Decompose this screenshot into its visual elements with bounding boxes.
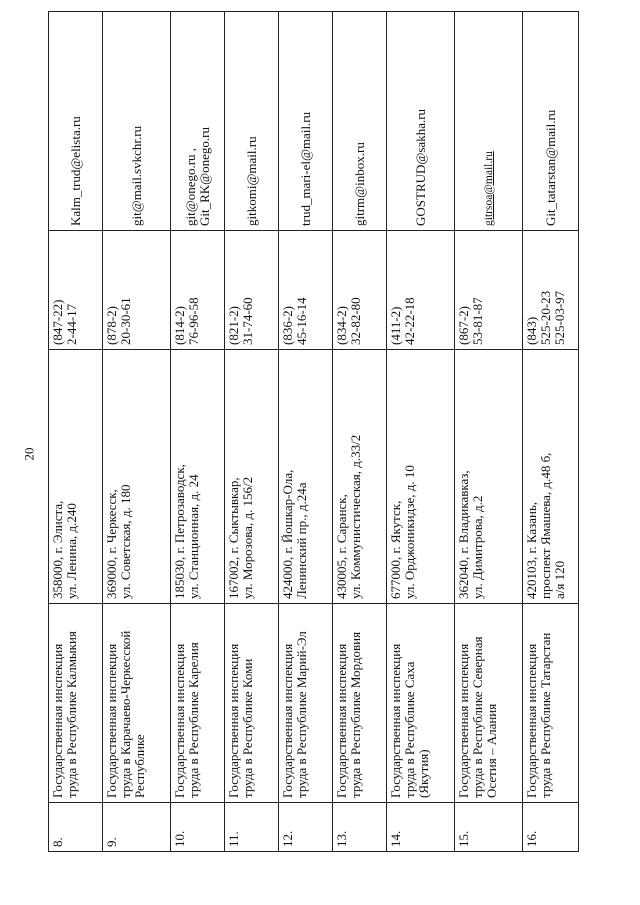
row-number-cell — [279, 803, 333, 852]
inspection-name-line: труда в Республике Мордовия — [348, 631, 363, 798]
inspection-name-cell — [49, 604, 103, 803]
inspection-name-line: Государственная инспекция — [334, 643, 349, 798]
email-cell — [225, 12, 279, 231]
email-cell — [523, 12, 579, 231]
email-cell — [333, 12, 387, 231]
address-cell — [523, 350, 579, 604]
inspection-name-line: Государственная инспекция — [104, 643, 119, 798]
address-line: ул. Станционная, д. 24 — [186, 474, 201, 599]
table-row — [387, 12, 455, 852]
phone-line: 525-20-23 — [538, 290, 553, 345]
phone-cell — [333, 231, 387, 350]
address-line: 185030, г. Петрозаводск, — [172, 464, 187, 599]
inspection-name-line: Осетия – Алания — [484, 703, 499, 798]
address-cell — [171, 350, 225, 604]
table-row — [455, 12, 523, 852]
phone-line: 525-03-97 — [552, 290, 567, 345]
phone-cell — [279, 231, 333, 350]
email-cell — [387, 12, 455, 231]
row-number-cell — [171, 803, 225, 852]
inspection-name-line: (Якутия) — [416, 749, 431, 798]
phone-line: 2-44-17 — [64, 303, 79, 345]
address-cell — [279, 350, 333, 604]
row-number-cell — [523, 803, 579, 852]
phone-line: (867-2) — [456, 306, 471, 345]
email-cell — [171, 12, 225, 231]
row-number: 15. — [456, 830, 471, 847]
row-number: 8. — [50, 837, 65, 847]
phone-line: 53-81-87 — [470, 297, 485, 345]
email-cell — [455, 12, 523, 231]
phone-line: (847-22) — [50, 299, 65, 345]
row-number-cell — [455, 803, 523, 852]
address-line: ул. Коммунистическая, д.33/2 — [348, 434, 363, 599]
inspection-name-line: труда в Карачаево-Черкесской — [118, 630, 133, 798]
email-line[interactable]: gitrm@inbox.ru — [351, 142, 367, 226]
inspection-name-cell — [103, 604, 171, 803]
address-cell — [225, 350, 279, 604]
phone-line: (821-2) — [226, 306, 241, 345]
inspections-table — [48, 11, 579, 852]
email-line[interactable]: Kalm_trud@elista.ru — [67, 116, 83, 226]
inspection-name-cell — [171, 604, 225, 803]
inspection-name-line: труда в Республике Марий-Эл — [294, 631, 309, 798]
row-number: 16. — [524, 830, 539, 847]
phone-line: 32-82-80 — [348, 297, 363, 345]
phone-cell — [171, 231, 225, 350]
inspection-name-line: труда в Республике Саха — [402, 661, 417, 798]
inspection-name-line: Государственная инспекция — [50, 643, 65, 798]
address-line: а/я 120 — [552, 560, 567, 599]
address-line: 424000, г. Йошкар-Ола, — [280, 469, 295, 599]
address-cell — [103, 350, 171, 604]
phone-line: (878-2) — [104, 306, 119, 345]
inspection-name-line: труда в Республике Калмыкия — [64, 631, 79, 798]
table-row — [49, 12, 103, 852]
address-line: Ленинский пр., д.24а — [294, 482, 309, 599]
table-row — [225, 12, 279, 852]
inspection-name-line: труда в Республике Северная — [470, 636, 485, 798]
page-number: 20 — [21, 447, 37, 461]
address-line: 420103, г. Казань, — [524, 501, 539, 599]
inspection-name-line: Государственная инспекция — [456, 643, 471, 798]
inspection-name-line: Государственная инспекция — [524, 643, 539, 798]
table-row — [279, 12, 333, 852]
inspection-name-cell — [333, 604, 387, 803]
row-number: 14. — [388, 830, 403, 847]
phone-line: (843) — [524, 316, 539, 345]
row-number: 10. — [172, 830, 187, 847]
row-number-cell — [333, 803, 387, 852]
phone-cell — [225, 231, 279, 350]
rotated-table-wrapper — [48, 57, 578, 852]
inspection-name-line: Государственная инспекция — [280, 643, 295, 798]
email-cell — [279, 12, 333, 231]
address-line: ул. Орджоникидзе, д. 10 — [402, 465, 417, 599]
address-cell — [49, 350, 103, 604]
address-line: 362040, г. Владикавказ, — [456, 470, 471, 599]
phone-cell — [455, 231, 523, 350]
phone-line: 42-22-18 — [402, 297, 417, 345]
inspection-name-cell — [523, 604, 579, 803]
phone-cell — [523, 231, 579, 350]
inspection-name-line: Государственная инспекция — [172, 643, 187, 798]
inspection-name-line: Республике — [132, 734, 147, 798]
phone-line: 20-30-61 — [118, 297, 133, 345]
email-cell — [103, 12, 171, 231]
row-number-cell — [49, 803, 103, 852]
row-number-cell — [103, 803, 171, 852]
address-line: 358000, г. Элиста, — [50, 500, 65, 599]
table-row — [523, 12, 579, 852]
phone-line: (814-2) — [172, 306, 187, 345]
inspection-name-line: труда в Республике Карелия — [186, 642, 201, 798]
address-line: 677000, г. Якутск, — [388, 500, 403, 599]
inspection-name-cell — [455, 604, 523, 803]
email-line[interactable]: gitkomi@mail.ru — [243, 136, 259, 226]
row-number: 11. — [226, 831, 241, 847]
row-number: 9. — [104, 837, 119, 847]
phone-cell — [387, 231, 455, 350]
inspection-name-cell — [387, 604, 455, 803]
row-number: 13. — [334, 830, 349, 847]
address-cell — [333, 350, 387, 604]
address-cell — [387, 350, 455, 604]
row-number-cell — [225, 803, 279, 852]
email-line[interactable]: gitrsoa@mail.ru — [482, 151, 495, 226]
address-line: ул. Ленина, д.240 — [64, 503, 79, 599]
inspection-name-line: труда в Республике Коми — [240, 658, 255, 798]
address-line: 369000, г. Черкесск, — [104, 489, 119, 599]
address-line: ул. Димитрова, д.2 — [470, 495, 485, 599]
address-line: ул. Морозова, д. 156/2 — [240, 476, 255, 599]
phone-line: 31-74-60 — [240, 297, 255, 345]
address-cell — [455, 350, 523, 604]
email-line[interactable]: Git_RK@onego.ru — [196, 127, 212, 226]
email-line[interactable]: Git_tatarstan@mail.ru — [542, 109, 558, 226]
address-line: ул. Советская, д. 180 — [118, 484, 133, 599]
email-line[interactable]: trud_mari-el@mail.ru — [297, 111, 313, 226]
email-line[interactable]: git@onego.ru , — [182, 147, 198, 226]
phone-line: 45-16-14 — [294, 297, 309, 345]
phone-cell — [49, 231, 103, 350]
inspection-name-line: труда в Республике Татарстан — [538, 632, 553, 798]
inspection-name-line: Государственная инспекция — [388, 643, 403, 798]
phone-line: 76-96-58 — [186, 297, 201, 345]
inspection-name-cell — [279, 604, 333, 803]
email-cell — [49, 12, 103, 231]
inspection-name-cell — [225, 604, 279, 803]
phone-line: (834-2) — [334, 306, 349, 345]
address-line: 167002, г. Сыктывкар, — [226, 477, 241, 599]
address-line: 430005, г. Саранск, — [334, 494, 349, 599]
table-row — [333, 12, 387, 852]
table-row — [103, 12, 171, 852]
row-number-cell — [387, 803, 455, 852]
phone-line: (411-2) — [388, 306, 403, 345]
email-line[interactable]: GOSTRUD@sakha.ru — [412, 108, 428, 226]
table-row — [171, 12, 225, 852]
inspection-name-line: Государственная инспекция — [226, 643, 241, 798]
phone-cell — [103, 231, 171, 350]
email-line[interactable]: git@mail.svkchr.ru — [128, 125, 144, 226]
address-line: проспект Ямашева, д.48 б, — [538, 452, 553, 599]
phone-line: (836-2) — [280, 306, 295, 345]
row-number: 12. — [280, 830, 295, 847]
